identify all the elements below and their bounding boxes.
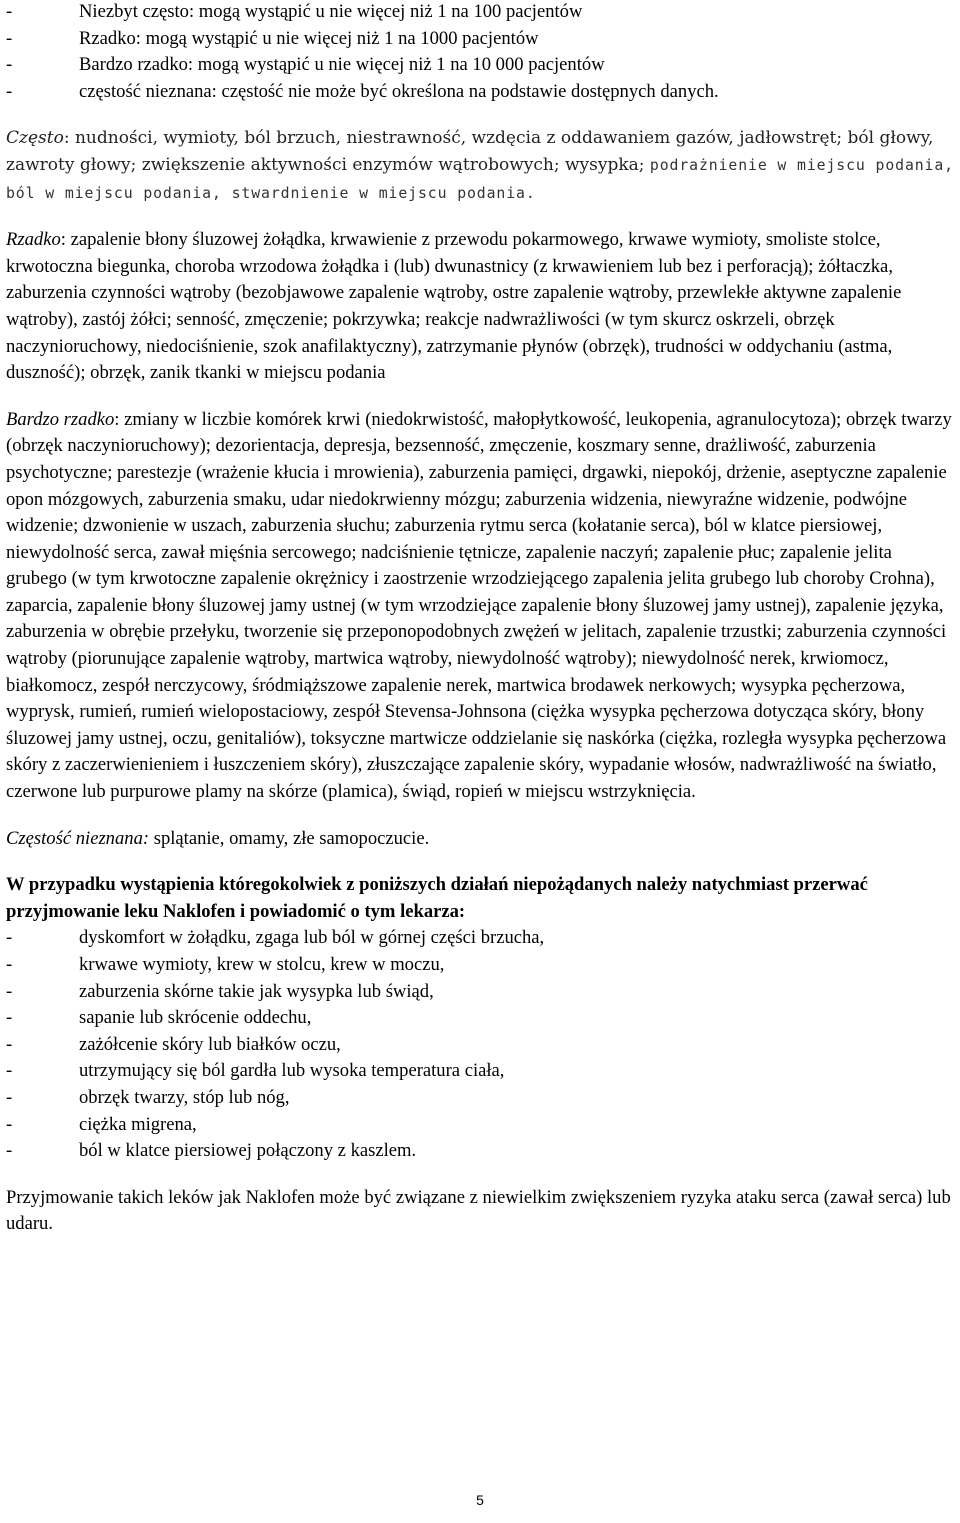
list-dash: - — [6, 954, 13, 975]
nieznana-text: splątanie, omamy, złe samopoczucie. — [149, 827, 430, 849]
list-item-text: zażółcenie skóry lub białków oczu, — [79, 1033, 341, 1055]
list-item — [6, 0, 956, 26]
bardzo-rzadko-text: : zmiany w liczbie komórek krwi (niedokrwistość, małopłytkowość, leukopenia, agranulocytoza); obrzęk twarzy (obrzęk naczynioruchowy); dezorientacja, depresja, bezsenność, zmęczenie, koszmary senne, drażliwość, zaburzenia psychotyczne; parestezje (wrażenie kłucia i mrowienia), zaburzenia pamięci, drgawki, niepokój, drżenie, aseptyczne zapalenie opon mózgowych, zaburzenia smaku, udar niedokrwienny mózgu; zaburzenia widzenia, niewyraźne widzenie, podwójne widzenie; dzwonienie w uszach, zaburzenia słuchu; zaburzenia rytmu serca (kołatanie serca), ból w klatce piersiowej, niewydolność serca, zawał mięśnia sercowego; nadciśnienie tętnicze, zapalenie naczyń; zapalenie płuc; zapalenie jelita grubego (w tym krwotoczne zapalenie okrężnicy i zaostrzenie wrzodziejącego zapalenia jelita grubego lub choroby Crohna), zaparcia, zapalenie błony śluzowej jamy ustnej (w tym wrzodziejące zapalenie błony śluzowej jamy ustnej), zapalenie języka, zaburzenia w obrębie przełyku, tworzenie się przeponopodobnych zwężeń w jelitach, zapalenie trzustki; zaburzenia czynności wątroby (piorunujące zapalenie wątroby, martwica wątroby, niewydolność wątroby); niewydolność nerek, krwiomocz, białkomocz, zespół nerczycowy, śródmiąższowe zapalenie nerek, martwica brodawek nerkowych; wysypka pęcherzowa, wyprysk, rumień, rumień wielopostaciowy, zespół Stevensa-Johnsona (ciężka wysypka pęcherzowa dotycząca skóry, błony śluzowej jamy ustnej, oczu, genitaliów), toksyczne martwicze oddzielanie się naskórka (ciężka, rozległa wysypka pęcherzowa skóry z zaczerwienieniem i łuszczeniem skóry), złuszczające zapalenie skóry, wypadanie włosów, nadwrażliwość na światło, czerwone lub purpurowe plamy na skórze (plamica), świąd, ropień w miejscu wstrzyknięcia. — [6, 408, 952, 803]
list-item-text: utrzymujący się ból gardła lub wysoka temperatura ciała, — [79, 1060, 505, 1082]
list-item-text: częstość nieznana: częstość nie może być określona na podstawie dostępnych danych. — [79, 80, 719, 102]
czesto-text: : nudności, wymioty, ból brzuch, niestrawność, wzdęcia z oddawaniem gazów, jadłowstręt; ból głowy, zawroty głowy; zwiększenie aktywności enzymów wątrobowych; wysypka; — [6, 128, 934, 175]
list-item-text: Bardzo rzadko: mogą wystąpić u nie więcej niż 1 na 10 000 pacjentów — [79, 54, 605, 76]
frequency-label-nieznana: Częstość nieznana: — [6, 827, 150, 849]
list-item-text: ból w klatce piersiowej połączony z kaszlem. — [79, 1140, 417, 1162]
list-item-text: zaburzenia skórne takie jak wysypka lub świąd, — [79, 980, 434, 1002]
list-dash: - — [6, 80, 13, 102]
list-item — [6, 1085, 956, 1112]
list-dash: - — [6, 54, 13, 76]
list-item — [6, 1005, 956, 1032]
document-page — [6, 0, 956, 1238]
list-dash: - — [6, 1007, 13, 1029]
list-item — [6, 1112, 956, 1139]
list-item-text: sapanie lub skrócenie oddechu, — [79, 1007, 312, 1029]
list-item — [6, 1032, 956, 1059]
list-item-text: ciężka migrena, — [79, 1113, 197, 1135]
list-item — [6, 952, 956, 979]
list-item-text: obrzęk twarzy, stóp lub nóg, — [79, 1086, 290, 1108]
list-item — [6, 79, 956, 106]
paragraph-nieznana — [6, 826, 956, 853]
list-item — [6, 52, 956, 79]
list-item — [6, 979, 956, 1006]
list-item — [6, 1138, 956, 1165]
list-dash: - — [6, 1060, 13, 1082]
paragraph-bardzo-rzadko — [6, 407, 956, 806]
list-item-text: Niezbyt często: mogą wystąpić u nie więcej niż 1 na 100 pacjentów — [79, 1, 583, 22]
list-dash: - — [6, 1113, 13, 1135]
paragraph-czesto — [6, 125, 956, 207]
list-item-text: dyskomfort w żołądku, zgaga lub ból w górnej części brzucha, — [79, 927, 545, 949]
page-number: 5 — [476, 1492, 484, 1508]
list-item — [6, 1058, 956, 1085]
list-dash: - — [6, 27, 13, 49]
list-dash: - — [6, 1, 13, 22]
paragraph-rzadko — [6, 227, 956, 387]
frequency-label-rzadko: Rzadko — [6, 229, 61, 251]
list-dash: - — [6, 980, 13, 1002]
list-dash: - — [6, 927, 13, 949]
list-item — [6, 26, 956, 53]
list-dash: - — [6, 1033, 13, 1055]
czesto-text-mono: podrażnienie w miejscu podania, ból w miejscu podania, stwardnienie w miejscu podania. — [6, 156, 954, 202]
rzadko-text: : zapalenie błony śluzowej żołądka, krwawienie z przewodu pokarmowego, krwawe wymioty, smoliste stolce, krwotoczna biegunka, choroba wrzodowa żołądka i (lub) dwunastnicy (z krwawieniem lub bez i perforacją); żółtaczka, zaburzenia czynności wątroby (bezobjawowe zapalenie wątroby, ostre zapalenie wątroby, przewlekłe aktywne zapalenie wątroby), zastój żółci; senność, zmęczenie; pokrzywka; reakcje nadwrażliwości (w tym skurcz oskrzeli, obrzęk naczynioruchowy, niedociśnienie, szok anafilaktyczny), zatrzymanie płynów (obrzęk), trudności w oddychaniu (astma, duszność); obrzęk, zanik tkanki w miejscu podania — [6, 229, 902, 384]
warning-list — [6, 925, 956, 1164]
list-item-text: krwawe wymioty, krew w stolcu, krew w moczu, — [79, 954, 445, 975]
frequency-label-bardzo-rzadko: Bardzo rzadko — [6, 408, 115, 430]
list-dash: - — [6, 1140, 13, 1162]
frequency-label-czesto: Często — [6, 128, 64, 149]
list-dash: - — [6, 1086, 13, 1108]
list-item — [6, 925, 956, 952]
closing-paragraph: Przyjmowanie takich leków jak Naklofen może być związane z niewielkim zwiększeniem ryzyka ataku serca (zawał serca) lub udaru. — [6, 1186, 951, 1235]
list-item-text: Rzadko: mogą wystąpić u nie więcej niż 1 na 1000 pacjentów — [79, 27, 539, 49]
frequency-list — [6, 0, 956, 105]
warning-heading: W przypadku wystąpienia któregokolwiek z poniższych działań niepożądanych należy natychmiast przerwać przyjmowanie leku Naklofen i powiadomić o tym lekarza: — [6, 874, 868, 922]
